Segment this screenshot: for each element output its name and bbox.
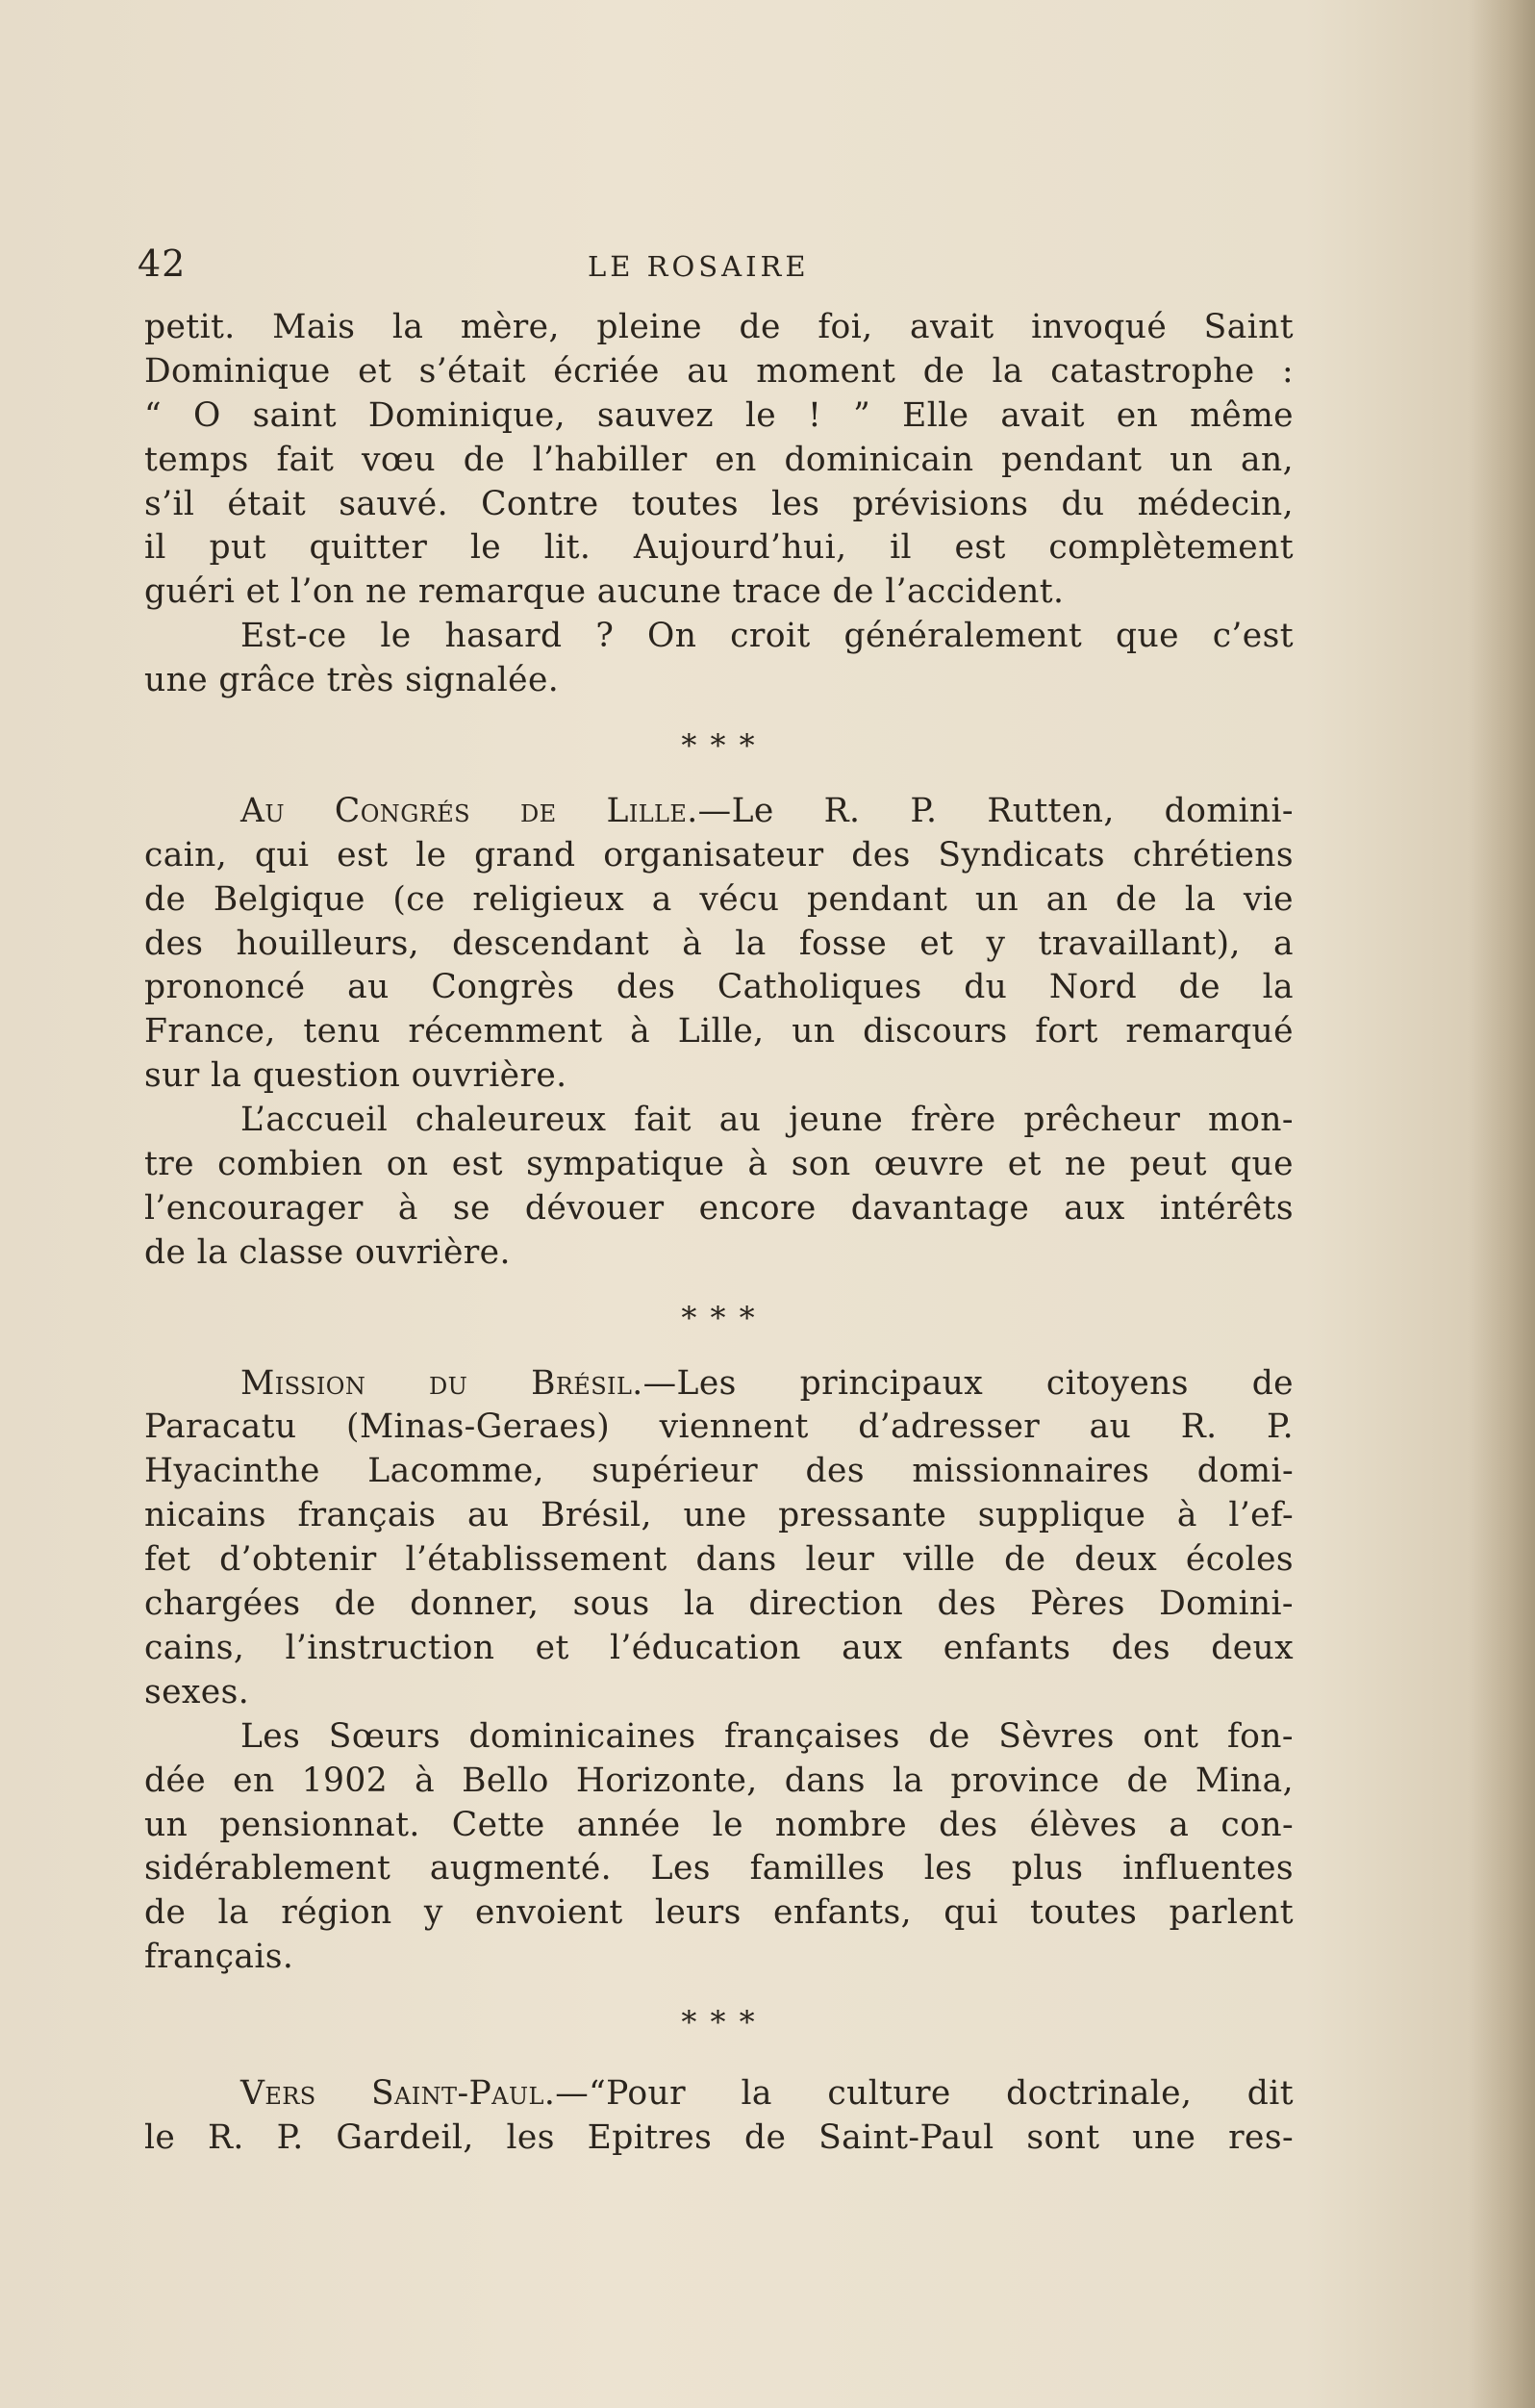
text-line: “ O saint Dominique, sauvez le ! ” Elle avait en même: [144, 395, 1294, 435]
text-line: France, tenu récemment à Lille, un discours fort remarqué: [144, 1012, 1294, 1052]
text-line: petit. Mais la mère, pleine de foi, avait invoqué Saint: [144, 308, 1294, 346]
text-line: temps fait vœu de l’habiller en dominicain pendant un an,: [144, 440, 1294, 479]
text-line: une grâce très signalée.: [144, 661, 560, 700]
section-heading: Au Congrés de Lille.: [240, 791, 698, 830]
text-span: —Le R. P. Rutten, domini-: [697, 791, 1294, 830]
text-line: tre combien on est sympatique à son œuvre et ne peut que: [144, 1145, 1294, 1184]
section-mission-bresil: [144, 1362, 1294, 1980]
asterism-divider: * * *: [681, 2004, 757, 2041]
text-line: un pensionnat. Cette année le nombre des élèves a con-: [144, 1805, 1294, 1844]
text-line: français.: [144, 1938, 294, 1977]
paragraph: [144, 615, 1294, 703]
running-title: LE ROSAIRE: [588, 250, 810, 283]
text-line: nicains français au Brésil, une pressante supplique à l’ef-: [144, 1496, 1294, 1535]
text-span: —Les principaux citoyens de: [642, 1363, 1295, 1403]
text-line: de la classe ouvrière.: [144, 1232, 511, 1272]
gutter-shadow: [1468, 0, 1535, 2408]
text-line: des houilleurs, descendant à la fosse et y travaillant), a: [144, 924, 1294, 963]
text-line: fet d’obtenir l’établissement dans leur ville de deux écoles: [144, 1540, 1294, 1580]
section-heading: Vers Saint-Paul.: [240, 2073, 556, 2113]
text-line: [144, 1362, 1294, 1407]
text-line: l’encourager à se dévouer encore davantage aux intérêts: [144, 1188, 1294, 1228]
text-line: guéri et l’on ne remarque aucune trace de l’accident.: [144, 572, 1065, 612]
text-line: Dominique et s’était écriée au moment de la catastrophe :: [144, 351, 1294, 391]
section-congres-lille: [144, 790, 1294, 1276]
text-line: L’accueil chaleureux fait au jeune frère prêcheur mon-: [240, 1101, 1294, 1140]
text-line: il put quitter le lit. Aujourd’hui, il est complètement: [144, 528, 1294, 568]
text-body: [144, 306, 1294, 2161]
text-line: cain, qui est le grand organisateur des Syndicats chrétiens: [144, 835, 1294, 874]
text-span: —“Pour la culture doctrinale, dit: [555, 2073, 1294, 2113]
asterism-divider: * * *: [681, 1299, 757, 1336]
text-line: de la région y envoient leurs enfants, qui toutes parlent: [144, 1893, 1294, 1933]
text-line: Est-ce le hasard ? On croit généralement que c’est: [240, 617, 1294, 656]
text-line: s’il était sauvé. Contre toutes les prévisions du médecin,: [144, 484, 1294, 523]
text-line: le R. P. Gardeil, les Epitres de Saint-Paul sont une res-: [144, 2117, 1294, 2157]
text-line: chargées de donner, sous la direction des Pères Domini-: [144, 1584, 1294, 1624]
section-vers-saint-paul: [144, 2072, 1294, 2161]
paragraph: [144, 306, 1294, 615]
text-line: Paracatu (Minas-Geraes) viennent d’adresser au R. P.: [144, 1407, 1294, 1447]
text-line: dée en 1902 à Bello Horizonte, dans la province de Mina,: [144, 1761, 1294, 1800]
text-line: prononcé au Congrès des Catholiques du Nord de la: [144, 968, 1294, 1007]
page-header: [138, 242, 1292, 291]
section-heading: Mission du Brésil.: [240, 1363, 643, 1403]
text-line: [144, 790, 1294, 834]
page-number: 42: [138, 242, 187, 285]
text-line: sexes.: [144, 1672, 250, 1711]
text-line: de Belgique (ce religieux a vécu pendant un an de la vie: [144, 879, 1294, 919]
text-line: Les Sœurs dominicaines françaises de Sèvres ont fon-: [240, 1716, 1294, 1756]
text-line: [144, 2072, 1294, 2117]
text-line: cains, l’instruction et l’éducation aux enfants des deux: [144, 1628, 1294, 1667]
text-line: sidérablement augmenté. Les familles les plus influentes: [144, 1849, 1294, 1888]
text-line: sur la question ouvrière.: [144, 1056, 567, 1096]
text-line: Hyacinthe Lacomme, supérieur des missionnaires domi-: [144, 1452, 1294, 1491]
asterism-divider: * * *: [681, 727, 757, 765]
